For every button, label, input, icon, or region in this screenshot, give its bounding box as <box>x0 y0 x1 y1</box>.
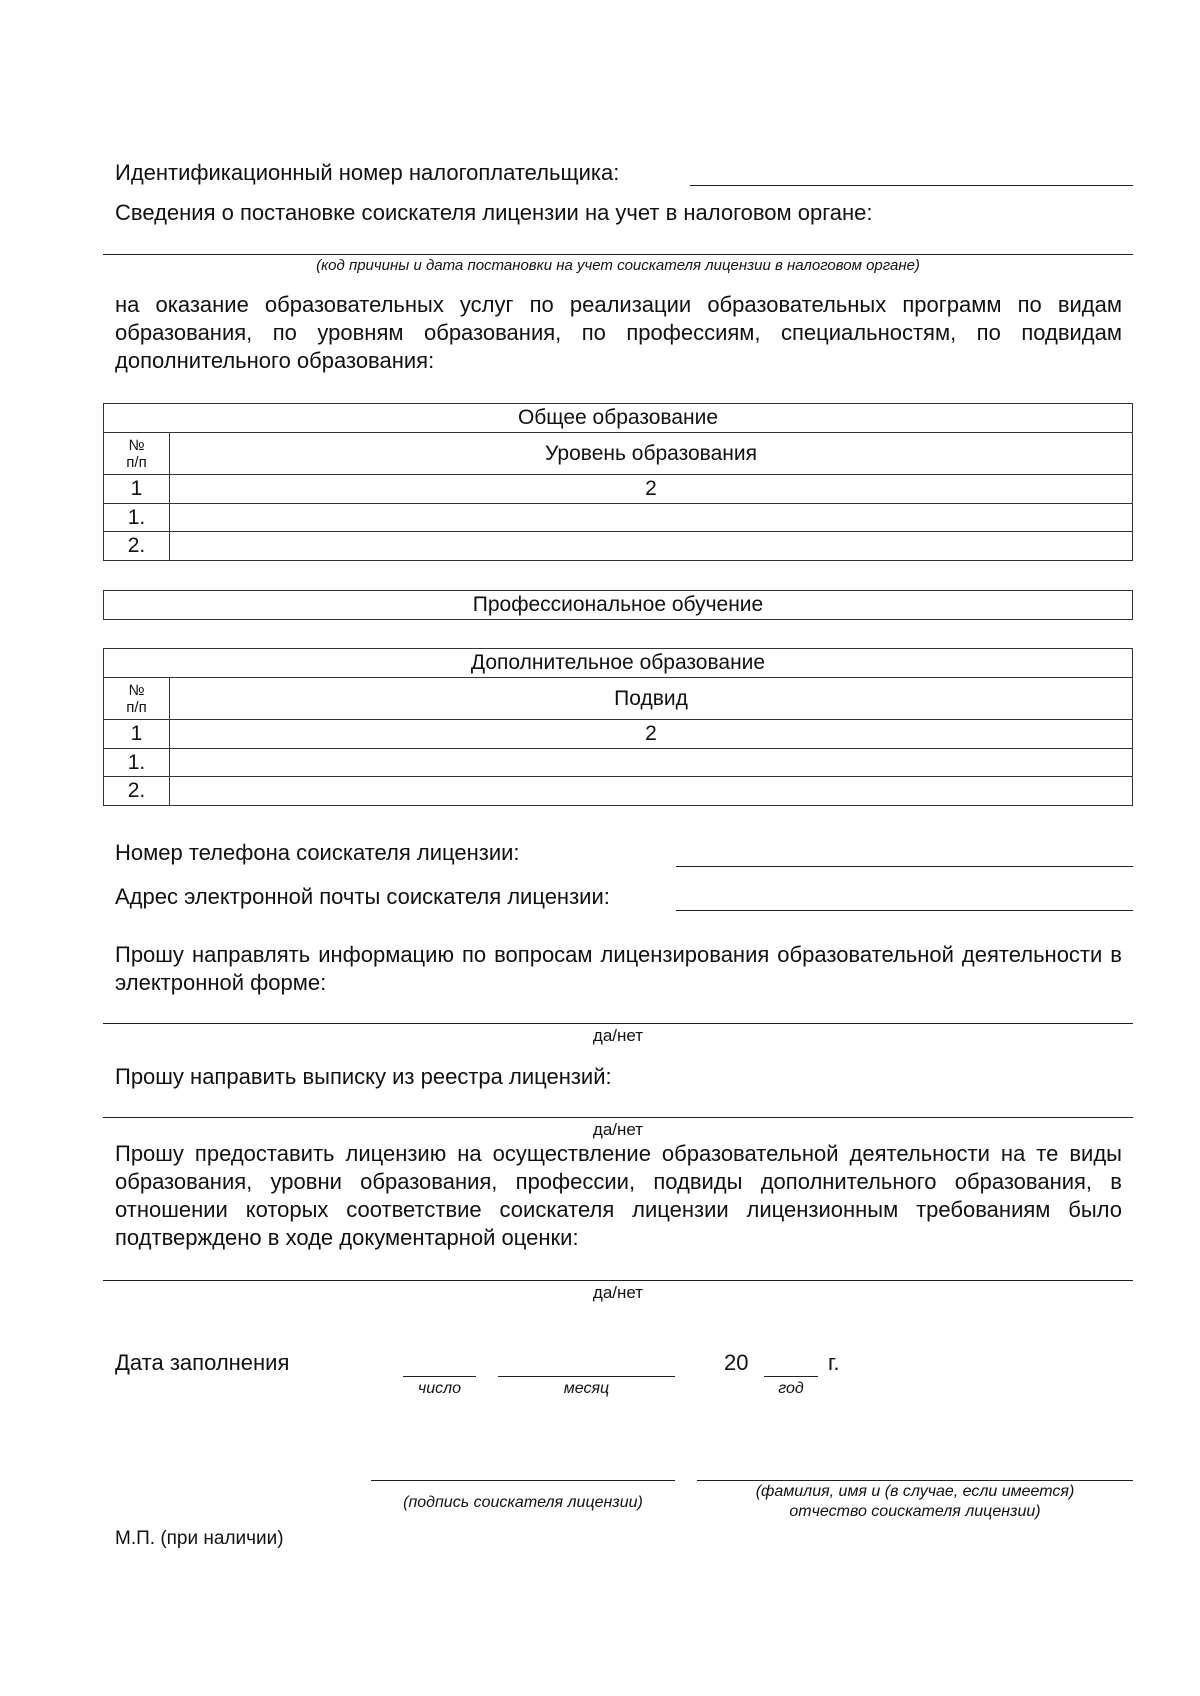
name-caption-line1: (фамилия, имя и (в случае, если имеется) <box>755 1483 1075 1500</box>
additional-row-number: 1. <box>104 749 170 777</box>
general-row-number: 2. <box>104 532 170 561</box>
vocational-training-table <box>103 590 1133 620</box>
additional-row-number: 2. <box>104 777 170 806</box>
electronic-info-field[interactable] <box>103 1023 1133 1024</box>
additional-index-cell: 1 <box>104 720 170 749</box>
email-field[interactable] <box>676 910 1133 911</box>
additional-row-value[interactable] <box>170 777 1133 806</box>
additional-education-table <box>103 648 1133 806</box>
inn-label: Идентификационный номер налогоплательщика: <box>115 160 620 185</box>
date-year-suffix: г. <box>828 1350 840 1375</box>
signature-field[interactable] <box>371 1480 675 1481</box>
registry-extract-text: Прошу направить выписку из реестра лицензий: <box>115 1064 612 1089</box>
general-index-cell: 2 <box>170 475 1133 504</box>
services-text: на оказание образовательных услуг по реализации образовательных программ по видам образования, по уровням образования, по профессиям, специальностям, по подвидам дополнительного образования: <box>115 292 1122 373</box>
additional-index-cell: 2 <box>170 720 1133 749</box>
tax-info-label: Сведения о постановке соискателя лицензии на учет в налоговом органе: <box>115 200 873 225</box>
full-name-field[interactable] <box>697 1480 1133 1481</box>
date-year-prefix: 20 <box>724 1350 749 1375</box>
additional-row-value[interactable] <box>170 749 1133 777</box>
inn-field[interactable] <box>690 185 1133 186</box>
general-index-cell: 1 <box>104 475 170 504</box>
electronic-info-text: Прошу направлять информацию по вопросам лицензирования образовательной деятельности в электронной форме: <box>115 942 1122 995</box>
license-request-field[interactable] <box>103 1280 1133 1281</box>
name-caption-line2: отчество соискателя лицензии) <box>789 1503 1041 1520</box>
license-request-text: Прошу предоставить лицензию на осуществление образовательной деятельности на те виды образования, уровни образования, профессии, подвиды дополнительного образования, в отношении которых соответствие соискателя лицензии лицензионным требованиям было подтверждено в ходе документарной оценки: <box>115 1141 1122 1250</box>
additional-num-header: № п/п <box>104 678 170 720</box>
tax-info-field[interactable] <box>103 254 1133 255</box>
yes-no-caption: да/нет <box>592 1026 644 1045</box>
additional-table-title: Дополнительное образование <box>104 649 1133 678</box>
general-row-value[interactable] <box>170 532 1133 561</box>
general-row-number: 1. <box>104 504 170 532</box>
general-level-header: Уровень образования <box>170 433 1133 475</box>
general-table-title: Общее образование <box>104 404 1133 433</box>
email-label: Адрес электронной почты соискателя лицензии: <box>115 884 610 909</box>
date-month-caption: месяц <box>563 1380 610 1397</box>
phone-field[interactable] <box>676 866 1133 867</box>
date-day-field[interactable] <box>403 1376 476 1377</box>
additional-subtype-header: Подвид <box>170 678 1133 720</box>
general-row-value[interactable] <box>170 504 1133 532</box>
date-year-caption: год <box>778 1380 804 1397</box>
vocational-table-title: Профессиональное обучение <box>104 591 1133 620</box>
date-month-field[interactable] <box>498 1376 675 1377</box>
signature-caption: (подпись соискателя лицензии) <box>403 1494 643 1511</box>
yes-no-caption: да/нет <box>592 1120 644 1139</box>
yes-no-caption: да/нет <box>592 1283 644 1302</box>
tax-info-caption: (код причины и дата постановки на учет соискателя лицензии в налоговом органе) <box>316 257 920 274</box>
registry-extract-field[interactable] <box>103 1117 1133 1118</box>
stamp-label: М.П. (при наличии) <box>115 1528 284 1549</box>
date-day-caption: число <box>417 1380 462 1397</box>
general-num-header: № п/п <box>104 433 170 475</box>
date-label: Дата заполнения <box>115 1350 290 1375</box>
phone-label: Номер телефона соискателя лицензии: <box>115 840 520 865</box>
general-education-table <box>103 403 1133 561</box>
date-year-field[interactable] <box>764 1376 818 1377</box>
